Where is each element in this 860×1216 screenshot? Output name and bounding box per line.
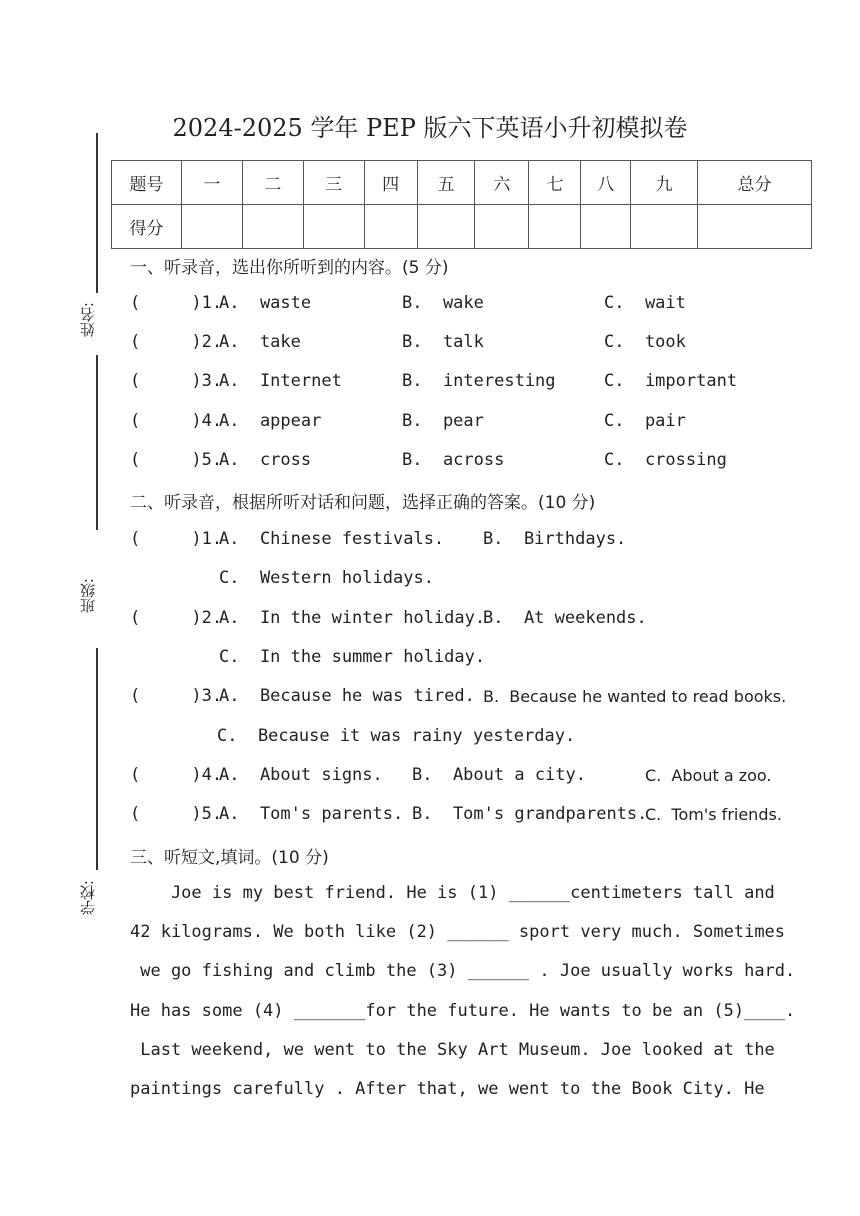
option-a: A. waste — [219, 293, 312, 313]
option-a: A. About signs. — [219, 765, 383, 785]
score-cell-total[interactable] — [698, 205, 812, 249]
item-number: ( )3. — [130, 371, 223, 391]
option-c: C. Because it was rainy yesterday. — [217, 726, 576, 746]
option-b: B. About a city. — [412, 765, 586, 785]
score-cell[interactable] — [475, 205, 529, 249]
option-a: A. In the winter holiday. — [219, 608, 486, 628]
option-a: A. appear — [219, 411, 322, 431]
passage-line: He has some (4) _______for the future. He wants to be an (5)____. — [130, 1001, 796, 1021]
table-cell: 六 — [475, 161, 529, 205]
item-number: ( )3. — [130, 686, 223, 706]
passage-line: 42 kilograms. We both like (2) ______ sport very much. Sometimes — [130, 922, 786, 942]
option-c: C. In the summer holiday. — [219, 647, 486, 667]
section2-heading: 二、听录音，根据所听对话和问题，选择正确的答案。(10 分) — [130, 493, 596, 513]
option-a: A. Internet — [219, 371, 342, 391]
table-cell: 八 — [581, 161, 631, 205]
option-b: B. Tom's grandparents. — [412, 804, 648, 824]
score-cell[interactable] — [303, 205, 364, 249]
passage-line: Joe is my best friend. He is (1) ______centimeters tall and — [130, 883, 775, 903]
table-cell-label: 得分 — [112, 205, 182, 249]
item-number: ( )5. — [130, 450, 223, 470]
table-cell: 九 — [631, 161, 698, 205]
option-b: B. At weekends. — [483, 608, 647, 628]
passage-line: paintings carefully . After that, we went to the Book City. He — [130, 1079, 765, 1099]
table-cell: 二 — [242, 161, 303, 205]
score-cell[interactable] — [242, 205, 303, 249]
page-title: 2024-2025 学年 PEP 版六下英语小升初模拟卷 — [172, 114, 688, 142]
option-b: B. wake — [402, 293, 484, 313]
option-b: B. talk — [402, 332, 484, 352]
item-number: ( )4. — [130, 765, 223, 785]
table-cell: 五 — [417, 161, 475, 205]
item-number: ( )2. — [130, 332, 223, 352]
option-c: C. wait — [604, 293, 686, 313]
item-number: ( )1. — [130, 293, 223, 313]
option-c: C. crossing — [604, 450, 727, 470]
score-cell[interactable] — [631, 205, 698, 249]
score-table — [111, 160, 812, 249]
option-a: A. take — [219, 332, 301, 352]
table-cell-label: 题号 — [112, 161, 182, 205]
score-cell[interactable] — [181, 205, 242, 249]
passage-line: we go fishing and climb the (3) ______ . Joe usually works hard. — [130, 961, 796, 981]
score-row — [112, 205, 812, 249]
item-number: ( )5. — [130, 804, 223, 824]
option-a: A. Because he was tired. — [219, 686, 475, 706]
score-cell[interactable] — [529, 205, 581, 249]
item-number: ( )2. — [130, 608, 223, 628]
option-b: B. Birthdays. — [483, 529, 627, 549]
option-c: C. took — [604, 332, 686, 352]
name-label: 姓名: — [79, 302, 97, 338]
option-b: B. interesting — [402, 371, 556, 391]
option-b: B. Because he wanted to read books. — [483, 687, 787, 706]
option-b: B. across — [402, 450, 505, 470]
school-label: 学校: — [79, 880, 97, 916]
score-cell[interactable] — [364, 205, 417, 249]
option-c: C. Western holidays. — [219, 568, 434, 588]
section3-heading: 三、听短文,填词。(10 分) — [130, 848, 329, 868]
option-a: A. Chinese festivals. — [219, 529, 445, 549]
margin-line-upper-middle — [96, 355, 98, 530]
option-a: A. Tom's parents. — [219, 804, 404, 824]
table-cell: 一 — [181, 161, 242, 205]
option-c: C. important — [604, 371, 738, 391]
item-number: ( )1. — [130, 529, 223, 549]
option-b: B. pear — [402, 411, 484, 431]
option-c: C. About a zoo. — [645, 766, 772, 785]
class-label: 班级: — [79, 578, 97, 614]
margin-line-lower-middle — [96, 648, 98, 870]
score-cell[interactable] — [581, 205, 631, 249]
score-cell[interactable] — [417, 205, 475, 249]
option-c: C. pair — [604, 411, 686, 431]
passage-line: Last weekend, we went to the Sky Art Museum. Joe looked at the — [130, 1040, 775, 1060]
margin-line-top — [96, 133, 98, 293]
item-number: ( )4. — [130, 411, 223, 431]
table-cell: 七 — [529, 161, 581, 205]
table-cell: 三 — [303, 161, 364, 205]
table-cell: 四 — [364, 161, 417, 205]
option-a: A. cross — [219, 450, 312, 470]
option-c: C. Tom's friends. — [645, 805, 782, 824]
section1-heading: 一、听录音，选出你所听到的内容。(5 分) — [130, 258, 449, 278]
table-cell-total: 总分 — [698, 161, 812, 205]
score-header-row — [112, 161, 812, 205]
